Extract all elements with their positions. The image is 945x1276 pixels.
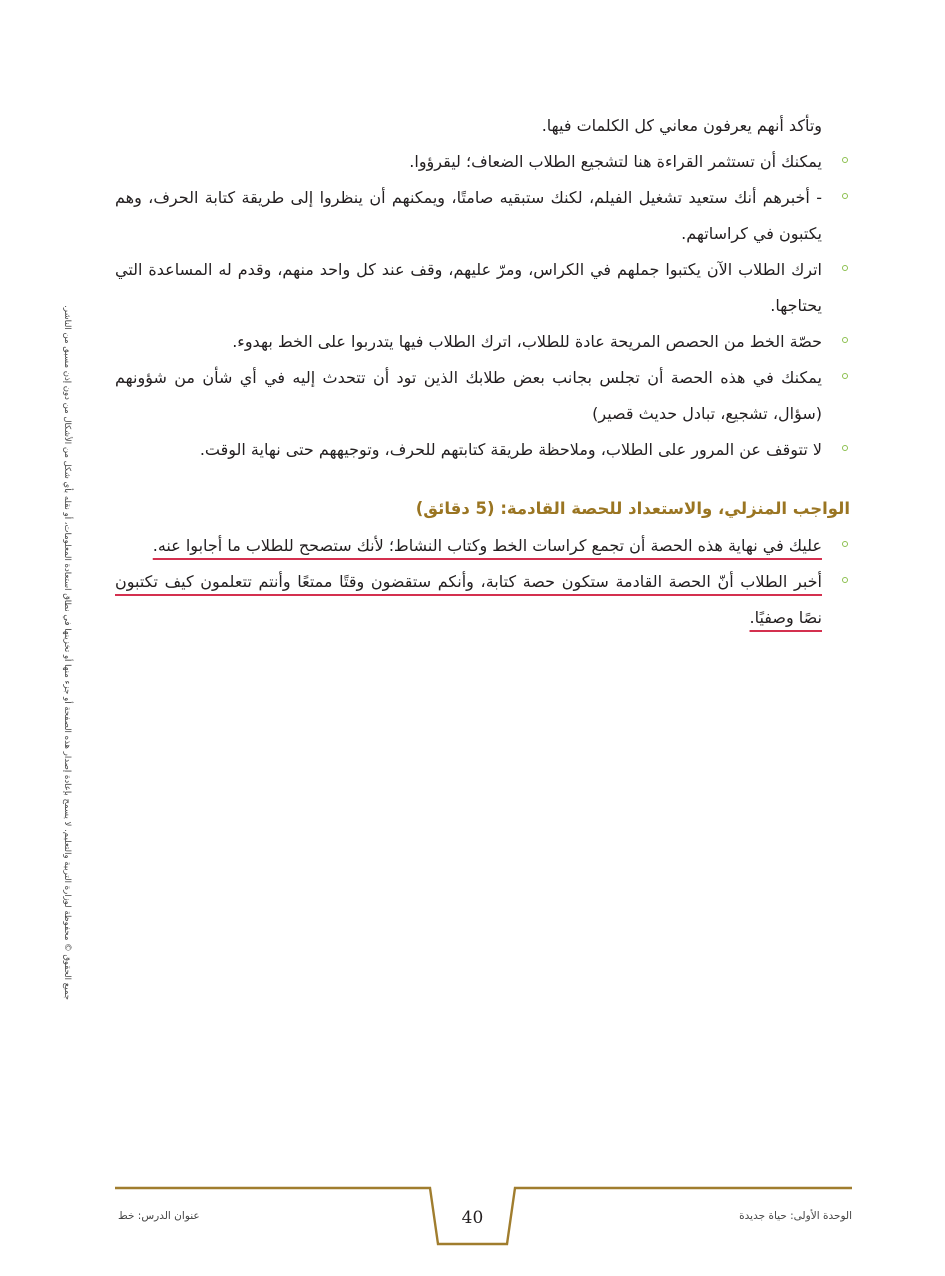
bullet-icon	[842, 541, 848, 547]
list-item	[115, 564, 850, 636]
unit-title: الوحدة الأولى: حياة جديدة	[739, 1210, 852, 1222]
bullet-icon	[842, 193, 848, 199]
homework-list	[115, 528, 850, 636]
list-item	[115, 360, 850, 432]
list-item-text: لا تتوقف عن المرور على الطلاب، وملاحظة طريقة كتابتهم للحرف، وتوجيههم حتى نهاية الوقت.	[199, 440, 822, 459]
instruction-list	[115, 144, 850, 468]
intro-line: وتأكد أنهم يعرفون معاني كل الكلمات فيها.	[541, 116, 822, 135]
list-item-text: أخبر الطلاب أنّ الحصة القادمة ستكون حصة كتابة، وأنكم ستقضون وقتًا ممتعًا وأنتم تتعلمون كيف تكتبون نصًا وصفيًا.	[115, 572, 822, 627]
list-item	[115, 144, 850, 180]
list-item	[115, 432, 850, 468]
list-item	[115, 252, 850, 324]
homework-heading: الواجب المنزلي، والاستعداد للحصة القادمة: (5 دقائق)	[415, 499, 850, 518]
bullet-icon	[842, 157, 848, 163]
list-item-text: اترك الطلاب الآن يكتبوا جملهم في الكراس، ومرّ عليهم، وقف عند كل واحد منهم، وقدم له المساعدة التي يحتاجها.	[115, 260, 822, 315]
list-item	[115, 324, 850, 360]
bullet-icon	[842, 577, 848, 583]
bullet-icon	[842, 445, 848, 451]
bullet-icon	[842, 373, 848, 379]
list-item	[115, 180, 850, 252]
list-item-text: يمكنك أن تستثمر القراءة هنا لتشجيع الطلاب الضعاف؛ ليقرؤوا.	[409, 152, 822, 171]
page-content	[115, 108, 850, 636]
lesson-title: عنوان الدرس: خط	[118, 1210, 200, 1222]
list-item-text: عليك في نهاية هذه الحصة أن تجمع كراسات الخط وكتاب النشاط؛ لأنك ستصحح للطلاب ما أجابوا عنه.	[152, 536, 822, 555]
bullet-icon	[842, 265, 848, 271]
list-item-text: - أخبرهم أنك ستعيد تشغيل الفيلم، لكنك ستبقيه صامتًا، ويمكنهم أن ينظروا إلى طريقة كتابة الحرف، وهم يكتبون في كراساتهم.	[115, 188, 822, 243]
list-item-text: حصّة الخط من الحصص المريحة عادة للطلاب، اترك الطلاب فيها يتدربوا على الخط بهدوء.	[232, 332, 822, 351]
page-number: 40	[461, 1208, 484, 1228]
list-item-text: يمكنك في هذه الحصة أن تجلس بجانب بعض طلابك الذين تود أن تتحدث إليه في أي شأن من شؤونهم (سؤال، تشجيع، تبادل حديث قصير)	[115, 368, 822, 423]
copyright-side-note: جميع الحقوق © محفوظة لوزارة التربية والتعليم. لا يسمح بإعادة إصدار هذه الصفحة أو جزء منها أو تخزينها في نطاق استعادة المعلومات، أو نقله بأي شكل من الأشكال من دون إذن مسبق من الناشر.	[62, 305, 72, 1000]
list-item	[115, 528, 850, 564]
bullet-icon	[842, 337, 848, 343]
